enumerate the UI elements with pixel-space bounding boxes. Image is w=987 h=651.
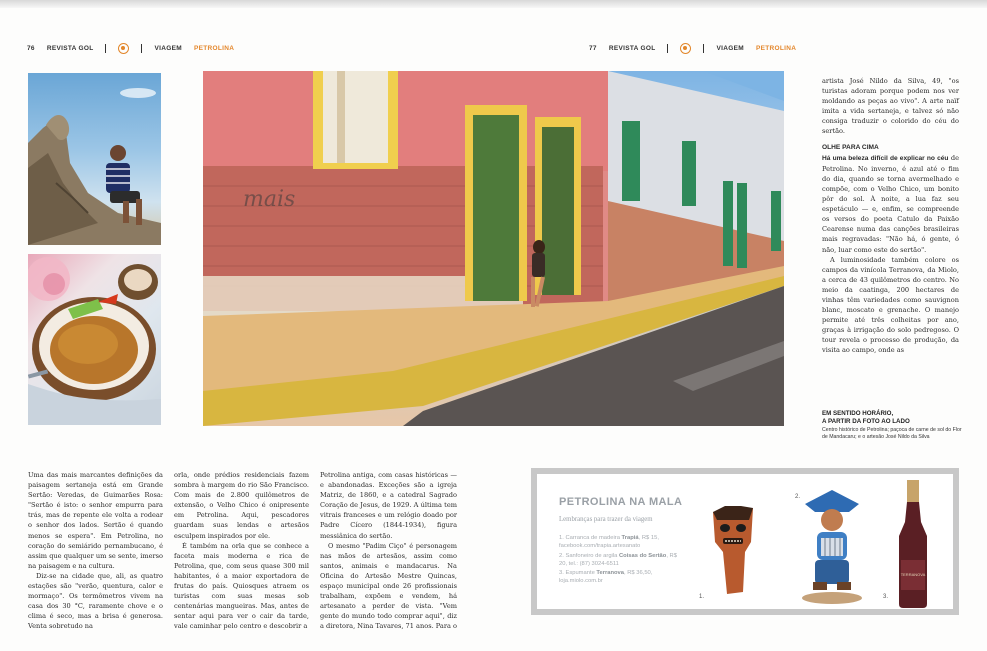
- item-number: 3.: [559, 570, 564, 577]
- item-details: , R$ 20, tel.: (87) 3024-6511: [559, 552, 677, 567]
- subhead-olhe-para-cima: OLHE PARA CIMA: [822, 143, 879, 151]
- divider: [105, 44, 106, 53]
- gol-logo-icon: [118, 43, 129, 54]
- body-column-3: [320, 470, 457, 632]
- souvenir-item-2: [559, 552, 679, 569]
- item-number: 2.: [559, 552, 564, 559]
- gol-logo-icon: [680, 43, 691, 54]
- right-paragraph-2: A luminosidade também colore os campos da vinícola Terranova, da Miolo, a cerca de 43 quilômetros do centro. No meio da caatinga, 200 hectares de vinhas têm variedades como sauvignon blanc, moscato e grenache. O manejo permite até três colheitas por ano, graças à irrigação do solo pedregoso. O tour revela o processo de produção, da visita ao campo, onde as: [822, 255, 959, 355]
- souvenir-list: [559, 534, 679, 587]
- caption-title-line-2: A PARTIR DA FOTO AO LADO: [822, 418, 910, 425]
- photo-caption: [822, 410, 962, 441]
- left-place-name: PETROLINA: [193, 44, 235, 52]
- lead-bold-text: Há uma beleza difícil de explicar no céu: [822, 154, 949, 162]
- caption-title-line-1: EM SENTIDO HORÁRIO,: [822, 410, 894, 417]
- column-2-paragraph-2: É também na orla que se conhece a faceta mais moderna e rica de Petrolina, que, com seus quase 300 mil habitantes, é a maior exportadora de frutas do país. Quiosques atraem os turistas com suas mesas sob centenárias mangueiras. Mas, antes de sentar aqui para ver o cair da tarde, vale caminhar pelo centro e descobrir a: [174, 541, 309, 631]
- right-section-name: VIAGEM: [716, 44, 744, 52]
- item-details: , R$ 15, facebook.com/trapia.artesanato: [559, 535, 659, 550]
- item-description: Carranca de madeira: [565, 535, 622, 541]
- left-running-header: [27, 42, 234, 54]
- paragraph-1-rest: de Petrolina. No inverno, é azul até o fim do dia, quando se torna avermelhado e compõe, com o Velho Chico, um bonito pôr do sol. À noite, a lua faz seu espetáculo — e, enfim, se compreende os versos do poeta Catulo da Paixão Cearense numa das canções brasileiras mais regravadas: "Não há, ó gente, ó não, luar como este do sertão".: [822, 153, 959, 254]
- column-3-paragraph-2: O mesmo "Padim Ciço" é personagem nas mãos de artesãos, assim como santos, animais e mandacarus. Na Oficina do Artesão Mestre Quincas, espaço municipal onde 26 profissionais trabalham, expõem e vendem, há artesanato a perder de vista. "Vem gente do mundo todo comprar aqui", diz a diretora, Nina Tavares, 71 anos. Para o: [320, 541, 457, 631]
- product-label-2: 2.: [795, 494, 801, 500]
- artisan-photo: [28, 73, 161, 245]
- carranca-illustration: [705, 502, 761, 602]
- sanfoneiro-illustration: [799, 488, 865, 606]
- left-section-name: VIAGEM: [154, 44, 182, 52]
- pacoca-dish-photo: [28, 254, 161, 425]
- column-1-paragraph-2: Diz-se na cidade que, ali, as quatro estações são "verão, quentura, calor e mormaço". Os termômetros vivem na casa dos 30 °C, raramente chove e o clima é seco, mas a brisa é generosa. Venta sobretudo na: [28, 571, 163, 631]
- street-illustration: [203, 71, 784, 426]
- item-description: Sanfoneiro de argila: [565, 552, 619, 559]
- body-column-2: [174, 470, 309, 632]
- body-column-1: [28, 470, 163, 632]
- souvenir-item-3: [559, 569, 679, 586]
- food-illustration: [28, 254, 161, 425]
- item-description: Espumante: [565, 570, 597, 577]
- left-page-number: 76: [27, 44, 35, 52]
- item-details: , R$ 36,50, loja.miolo.com.br: [559, 570, 653, 585]
- carranca-figure: [705, 502, 761, 606]
- caption-body: Centro histórico de Petrolina; paçoca de carne de sol do Flor de Mandacaru; e o artesão José Nildo da Silva: [822, 427, 962, 440]
- right-paragraph-1: [822, 153, 959, 255]
- item-number: 1.: [559, 535, 564, 541]
- divider: [667, 44, 668, 53]
- sidebar-title: PETROLINA NA MALA: [559, 496, 683, 508]
- historic-center-street-photo: [203, 71, 784, 426]
- espumante-bottle: [893, 480, 933, 612]
- right-place-name: PETROLINA: [755, 44, 797, 52]
- sanfoneiro-figure: [799, 488, 865, 610]
- bottle-illustration: [893, 480, 933, 608]
- sidebar-subtitle: Lembranças para trazer da viagem: [559, 516, 653, 523]
- right-page-number: 77: [589, 44, 597, 52]
- right-running-header: [589, 42, 796, 54]
- right-column-text: [822, 76, 959, 356]
- page-top-edge: [0, 0, 987, 8]
- product-label-3: 3.: [883, 594, 889, 600]
- divider: [141, 44, 142, 53]
- divider: [703, 44, 704, 53]
- right-magazine-name: REVISTA GOL: [608, 44, 656, 52]
- column-2-paragraph-1: orla, onde prédios residenciais fazem sombra à margem do rio São Francisco. Com mais de 2.800 quilômetros de extensão, o Velho Chico é onipresente em Petrolina. Aqui, pescadores guardam suas lendas e artesãos esculpem inspirados por ele.: [174, 471, 309, 540]
- souvenir-item-1: [559, 534, 679, 551]
- left-magazine-name: REVISTA GOL: [46, 44, 94, 52]
- product-label-1: 1.: [699, 594, 705, 600]
- right-intro-paragraph: artista José Nildo da Silva, 49, "os turistas adoram porque podem nos ver moldando as peças ao vivo". A arte naïf imita a vida sertaneja, e talvez só não consiga traduzir o colorido do céu do sertão.: [822, 77, 959, 136]
- artisan-illustration: [28, 73, 161, 245]
- column-1-paragraph-1: Uma das mais marcantes definições da paisagem sertaneja está em Grande Sertão: Veredas, de Guimarães Rosa: "Sertão é isto: o senhor empurra para trás, mas de repente ele volta a rodear o senhor dos lados. Sertão é quando menos se espera". Em Petrolina, no coração do semiárido pernambucano, é assim que qualquer um se sente, imerso na paisagem e na cultura.: [28, 471, 163, 570]
- item-vendor: Terranova: [596, 570, 625, 577]
- column-3-paragraph-1: Petrolina antiga, com casas históricas — e abandonadas. Exceções são a igreja Matriz, de 1860, e a catedral Sagrado Coração de Jesus, de 1929. A última tem vitrais franceses e um relógio doado por Padre Cícero (1844-1934), figura messiânica do sertão.: [320, 471, 457, 540]
- bottle-label-text: TERRANOVA: [900, 572, 926, 577]
- wall-graffiti-text: mais: [243, 187, 296, 212]
- item-vendor: Trapiá: [621, 535, 639, 541]
- petrolina-na-mala-box: [531, 468, 959, 615]
- item-vendor: Coisas do Sertão: [618, 552, 667, 559]
